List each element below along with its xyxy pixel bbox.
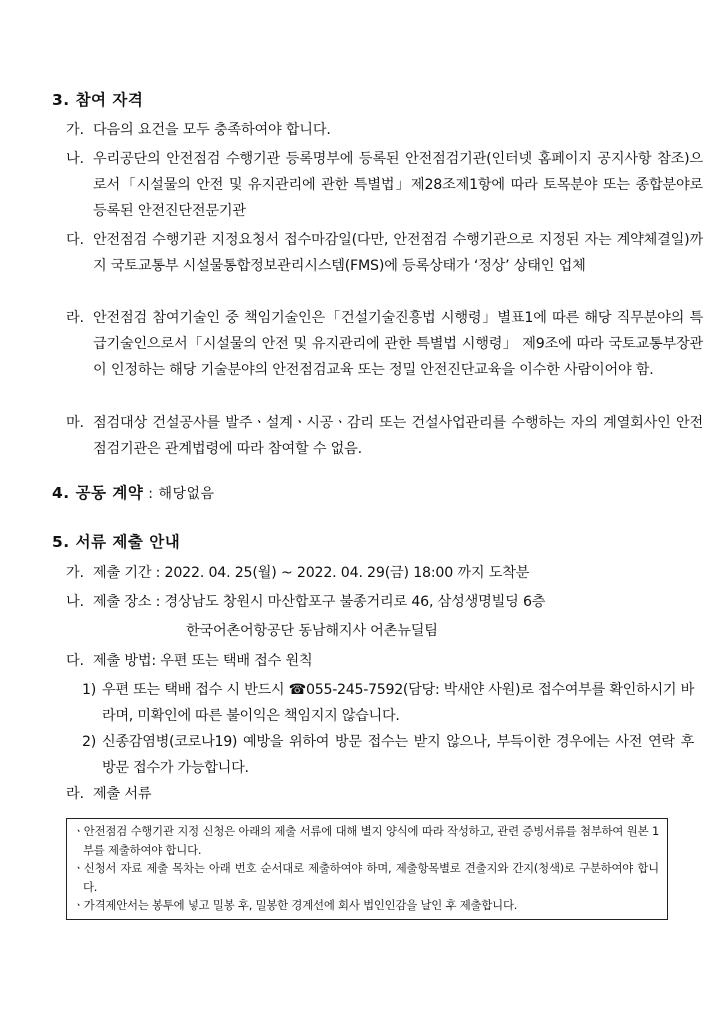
item-marker: 마.: [66, 415, 84, 431]
submission-period-text: 제출 기간 : 2022. 04. 25(월) ~ 2022. 04. 29(금) 18:00 까지 도착분: [93, 565, 530, 581]
notice-box: [66, 818, 668, 920]
item-marker: 가.: [66, 565, 84, 581]
notice-item: ㆍ가격제안서는 봉투에 넣고 밀봉 후, 밀봉한 경계선에 회사 법인인감을 날인 후 제출합니다.: [73, 898, 518, 912]
section-4-separator: :: [143, 486, 159, 502]
section-3-item-na: [66, 146, 703, 224]
item-marker: 라.: [66, 310, 84, 326]
method-item-2: [82, 729, 694, 781]
item-text: 신종감염병(코로나19) 예방을 위하여 방문 접수는 받지 않으나, 부득이한 경우에는 사전 연락 후 방문 접수가 가능합니다.: [102, 734, 694, 776]
section-3-item-ra: [66, 305, 703, 383]
section-3-item-da: [66, 227, 703, 279]
item-text: 점검대상 건설공사를 발주ㆍ설계ㆍ시공ㆍ감리 또는 건설사업관리를 수행하는 자의 계열회사인 안전점검기관은 관계법령에 따라 참여할 수 없음.: [93, 415, 703, 457]
item-text: 안전점검 참여기술인 중 책임기술인은「건설기술진흥법 시행령」별표1에 따른 해당 직무분야의 특급기술인으로서「시설물의 안전 및 유지관리에 관한 특별법 시행령」 제9조에 따라 국토교통부장관이 인정하는 해당 기술분야의 안전점검교육 또는 정밀 안전진단교육을 이수한 사람이어야 함.: [93, 310, 703, 378]
item-text: 우편 또는 택배 접수 시 반드시 ☎055-245-7592(담당: 박새얀 사원)로 접수여부를 확인하시기 바라며, 미확인에 따른 불이익은 책임지지 않습니다.: [102, 682, 694, 724]
submission-period: [66, 560, 529, 586]
submission-method: [66, 648, 313, 674]
section-3-item-ma: [66, 410, 703, 462]
submission-place-line2: 한국어촌어항공단 동남해지사 어촌뉴딜팀: [186, 623, 438, 639]
item-marker: 나.: [66, 151, 84, 167]
item-marker: 1): [82, 682, 96, 698]
submission-method-text: 제출 방법: 우편 또는 택배 접수 원칙: [93, 653, 313, 669]
section-3-item-ga: [66, 117, 703, 143]
item-marker: 2): [82, 734, 96, 750]
notice-item: ㆍ안전점검 수행기관 지정 신청은 아래의 제출 서류에 대해 별지 양식에 따라 작성하고, 관련 증빙서류를 첨부하여 원본 1부를 제출하여야 합니다.: [73, 824, 659, 857]
submission-place-line1: 제출 장소 : 경상남도 창원시 마산합포구 불종거리로 46, 삼성생명빌딩 6층: [93, 594, 546, 610]
section-4-title-row: [52, 481, 215, 503]
item-marker: 다.: [66, 232, 84, 248]
item-text: 안전점검 수행기관 지정요청서 접수마감일(다만, 안전점검 수행기관으로 지정된 자는 계약체결일)까지 국토교통부 시설물통합정보관리시스템(FMS)에 등록상태가 ‘정상’ 상태인 업체: [93, 232, 703, 274]
item-marker: 나.: [66, 594, 84, 610]
submission-documents: [66, 781, 151, 807]
section-3-title: 3. 참여 자격: [52, 91, 144, 109]
submission-documents-text: 제출 서류: [93, 786, 152, 802]
section-4-title: 4. 공동 계약: [52, 484, 144, 502]
item-marker: 다.: [66, 653, 84, 669]
item-text: 우리공단의 안전점검 수행기관 등록명부에 등록된 안전점검기관(인터넷 홈페이지 공지사항 참조)으로서「시설물의 안전 및 유지관리에 관한 특별법」제28조제1항에 따라 토목분야 또는 종합분야로 등록된 안전진단전문기관: [93, 151, 703, 219]
section-4-value: 해당없음: [158, 486, 215, 502]
method-item-1: [82, 677, 694, 729]
item-marker: 라.: [66, 786, 84, 802]
submission-place: [66, 589, 545, 615]
item-marker: 가.: [66, 122, 84, 138]
item-text: 다음의 요건을 모두 충족하여야 합니다.: [93, 122, 331, 138]
section-5-title: 5. 서류 제출 안내: [52, 533, 181, 551]
notice-item: ㆍ신청서 자료 제출 목차는 아래 번호 순서대로 제출하여야 하며, 제출항목별로 견출지와 간지(청색)로 구분하여야 합니다.: [73, 861, 659, 894]
